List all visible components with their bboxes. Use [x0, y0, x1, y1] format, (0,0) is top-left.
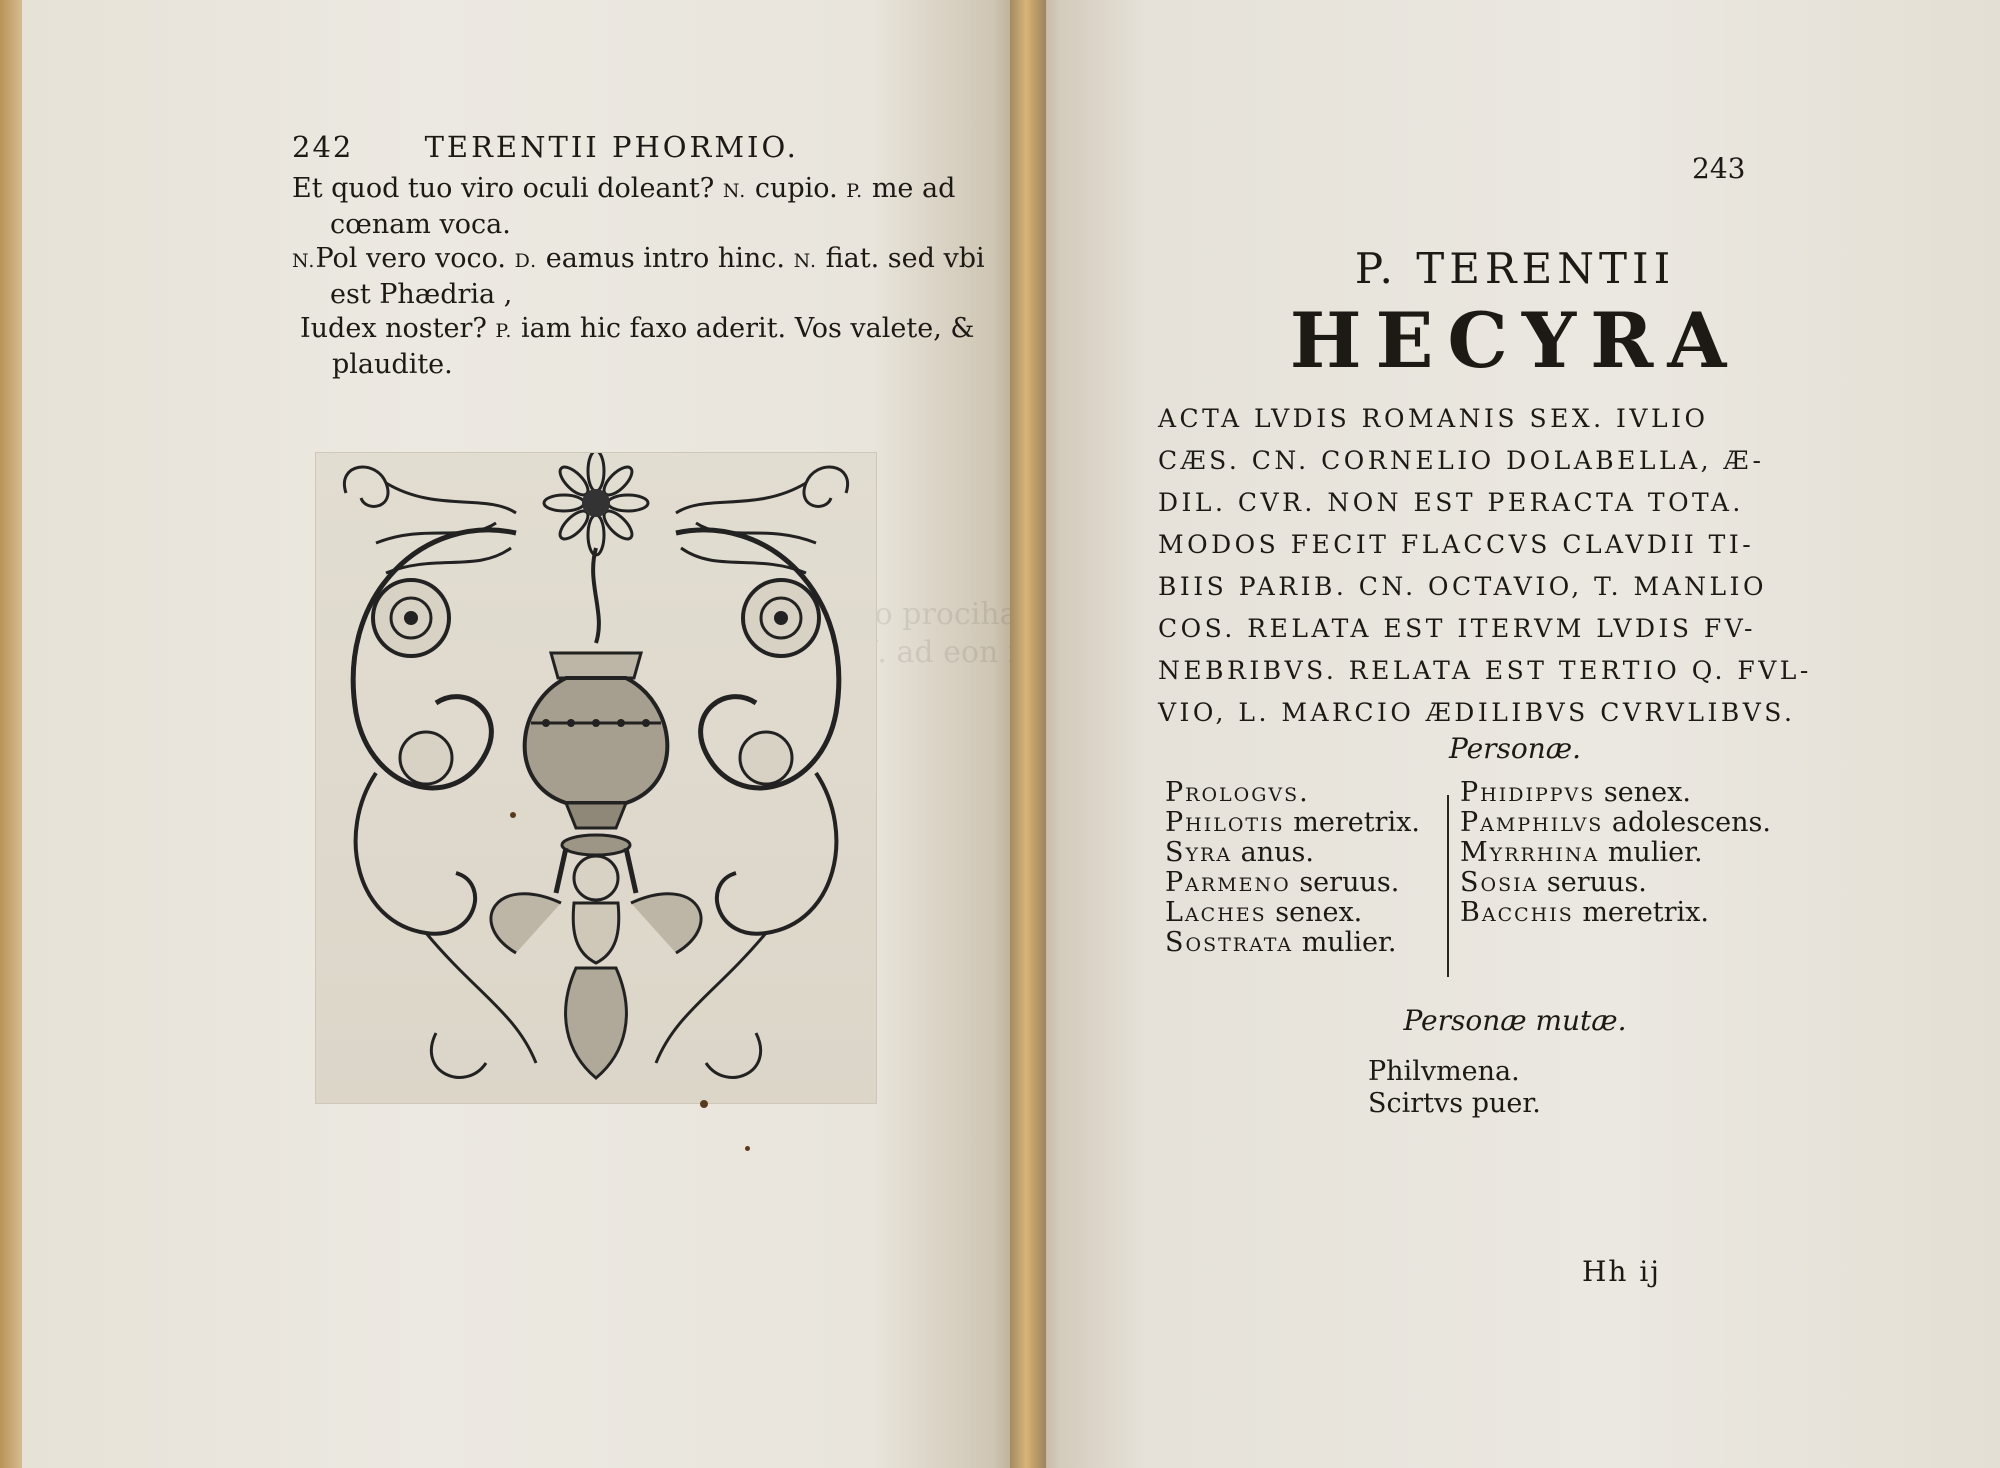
text-segment: est Phædria , [330, 279, 513, 310]
text-line [292, 278, 912, 312]
cast-item: Sosia seruus. [1460, 867, 1647, 898]
speaker-abbrev: P. [495, 320, 513, 342]
speaker-abbrev: D. [514, 250, 538, 272]
cast-item: Bacchis meretrix. [1460, 897, 1709, 928]
foxing-spot [700, 1100, 708, 1108]
cast-item: Phidippvs senex. [1460, 777, 1691, 808]
speaker-abbrev: N. [793, 250, 818, 272]
putto-icon [491, 835, 701, 1078]
cast-item: Sostrata mulier. [1165, 927, 1397, 958]
foxing-spot [510, 812, 516, 818]
didascalia-line: NEBRIBVS. RELATA EST TERTIO Q. FVL- [1158, 656, 1812, 685]
text-segment: cupio. [746, 173, 847, 204]
foxing-spot [745, 1146, 750, 1151]
cast-item: Parmeno seruus. [1165, 867, 1400, 898]
cast-item: Myrrhina mulier. [1460, 837, 1703, 868]
text-line [292, 312, 975, 348]
text-line [292, 242, 985, 278]
cast-item: Philvmena. [1368, 1056, 1520, 1087]
didascalia-line: BIIS PARIB. CN. OCTAVIO, T. MANLIO [1158, 572, 1768, 601]
mute-cast-list [1368, 1056, 1541, 1120]
text-segment: Iudex noster? [300, 313, 496, 344]
text-segment: eamus intro hinc. [537, 243, 794, 274]
cast-divider [1447, 795, 1449, 977]
didascalia-line: VIO, L. MARCIO ÆDILIBVS CVRVLIBVS. [1158, 698, 1796, 727]
text-segment: iam hic faxo aderit. Vos valete, & [512, 313, 975, 344]
cast-item: Syra anus. [1165, 837, 1314, 868]
text-segment: plaudite. [332, 349, 453, 380]
text-segment: Pol vero voco. [315, 243, 515, 274]
ornament-illustration [316, 453, 876, 1103]
sunflower-icon [544, 453, 648, 555]
running-head [292, 130, 912, 164]
text-line [292, 348, 912, 382]
speaker-abbrev: P. [846, 180, 864, 202]
engraved-ornament [315, 452, 877, 1104]
didascalia-line: COS. RELATA EST ITERVM LVDIS FV- [1158, 614, 1756, 643]
didascalia-line: CÆS. CN. CORNELIO DOLABELLA, Æ- [1158, 446, 1765, 475]
running-title: TERENTII PHORMIO. [424, 130, 799, 164]
urn-icon [525, 653, 668, 828]
didascalia-line: DIL. CVR. NON EST PERACTA TOTA. [1158, 488, 1744, 517]
text-segment: cœnam voca. [330, 209, 511, 240]
speaker-abbrev: N. [722, 180, 747, 202]
page-number-left: 242 [292, 130, 354, 164]
mutae-heading: Personæ mutæ. [1403, 1004, 1627, 1037]
bleed-through: o ad eon [874, 597, 999, 670]
speaker-abbrev: N. [292, 250, 316, 272]
page-number-right: 243 [1692, 152, 1746, 185]
cast-list-right [1460, 778, 1771, 928]
didascalia-line: MODOS FECIT FLACCVS CLAVDII TI- [1158, 530, 1755, 559]
cast-item: Prologvs. [1165, 777, 1310, 808]
text-line [292, 172, 956, 208]
cast-item: Pamphilvs adolescens. [1460, 807, 1771, 838]
text-segment: Et quod tuo viro oculi doleant? [292, 173, 723, 204]
cast-list-left [1165, 778, 1420, 958]
author-line: P. TERENTII [1354, 244, 1676, 293]
text-line [292, 208, 912, 242]
cast-item: Laches senex. [1165, 897, 1363, 928]
closing-dialogue [292, 172, 985, 382]
didascalia [1158, 398, 1812, 734]
play-title: HECYRA [1289, 296, 1741, 385]
text-segment: fiat. sed vbi [817, 243, 985, 274]
didascalia-line: ACTA LVDIS ROMANIS SEX. IVLIO [1158, 404, 1709, 433]
personae-heading: Personæ. [1448, 732, 1581, 765]
signature-mark: Hh ij [1582, 1255, 1661, 1288]
text-segment: me ad [863, 173, 956, 204]
cast-item: Philotis meretrix. [1165, 807, 1420, 838]
cast-item: Scirtvs puer. [1368, 1088, 1541, 1119]
